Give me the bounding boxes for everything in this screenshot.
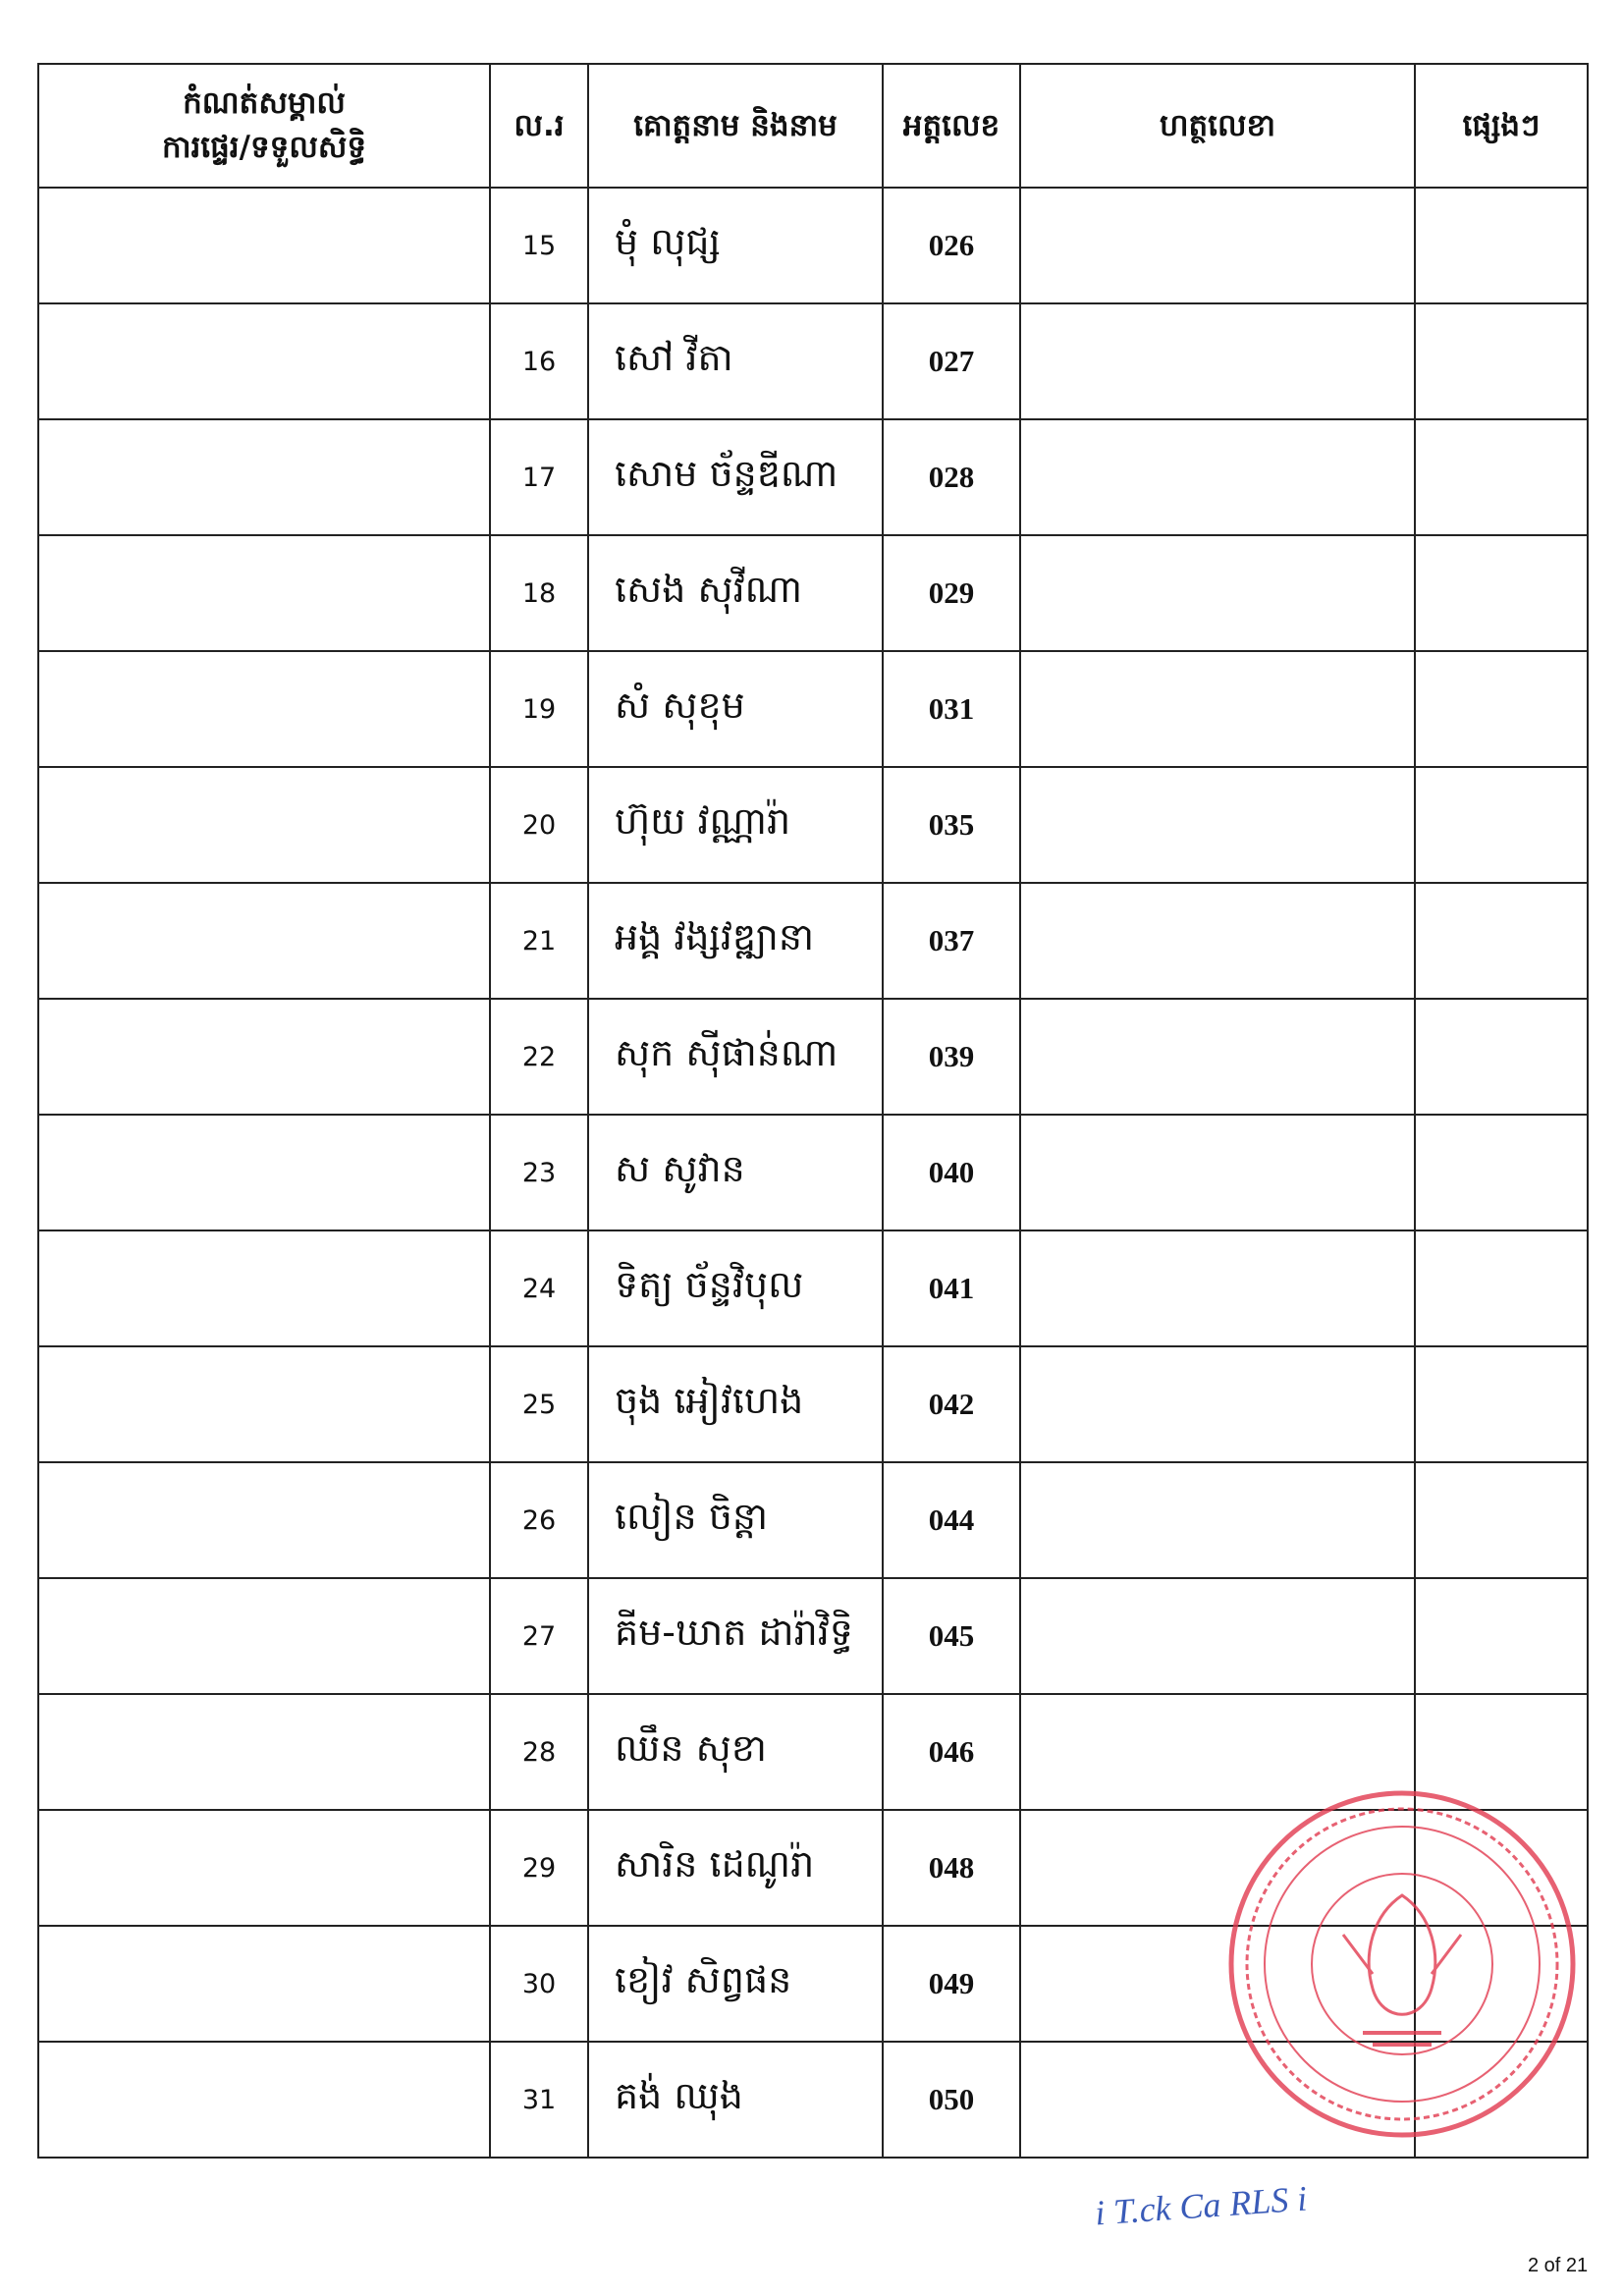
other-header: ផ្សេងៗ xyxy=(1415,64,1588,188)
member-id: 040 xyxy=(883,1115,1020,1230)
remark-cell xyxy=(38,767,490,883)
row-number: 15 xyxy=(490,188,588,303)
signature-cell xyxy=(1020,535,1415,651)
remark-cell xyxy=(38,188,490,303)
member-id: 037 xyxy=(883,883,1020,999)
signature-cell xyxy=(1020,1810,1415,1926)
other-cell xyxy=(1415,535,1588,651)
remark-cell xyxy=(38,1346,490,1462)
signature-cell xyxy=(1020,1346,1415,1462)
member-id: 045 xyxy=(883,1578,1020,1694)
remark-cell xyxy=(38,1230,490,1346)
signature-cell xyxy=(1020,303,1415,419)
signature-cell xyxy=(1020,188,1415,303)
table-row xyxy=(38,1926,1588,2042)
member-name: សារិន ដេណូរ៉ា xyxy=(588,1810,883,1926)
row-number: 20 xyxy=(490,767,588,883)
remark-cell xyxy=(38,303,490,419)
table-row xyxy=(38,419,1588,535)
member-name: ឈឹន សុខា xyxy=(588,1694,883,1810)
member-id: 041 xyxy=(883,1230,1020,1346)
member-id: 042 xyxy=(883,1346,1020,1462)
table-row xyxy=(38,1462,1588,1578)
row-number: 26 xyxy=(490,1462,588,1578)
other-cell xyxy=(1415,1230,1588,1346)
other-cell xyxy=(1415,1578,1588,1694)
handwritten-signature: i T.ck Ca RLS i xyxy=(1093,2178,1309,2233)
member-name: សេង សុវីណា xyxy=(588,535,883,651)
signature-cell xyxy=(1020,1694,1415,1810)
signature-cell xyxy=(1020,2042,1415,2158)
table-row xyxy=(38,535,1588,651)
table-row xyxy=(38,1346,1588,1462)
row-number: 18 xyxy=(490,535,588,651)
other-cell xyxy=(1415,1810,1588,1926)
remark-cell xyxy=(38,1462,490,1578)
remark-cell xyxy=(38,1578,490,1694)
member-name: ស សូវាន xyxy=(588,1115,883,1230)
row-number: 17 xyxy=(490,419,588,535)
member-name: គង់ ឈុង xyxy=(588,2042,883,2158)
signature-cell xyxy=(1020,767,1415,883)
member-id: 050 xyxy=(883,2042,1020,2158)
row-number: 23 xyxy=(490,1115,588,1230)
table-row xyxy=(38,883,1588,999)
signature-cell xyxy=(1020,999,1415,1115)
row-number: 29 xyxy=(490,1810,588,1926)
table-row xyxy=(38,1115,1588,1230)
remark-cell xyxy=(38,2042,490,2158)
signature-cell xyxy=(1020,419,1415,535)
other-cell xyxy=(1415,303,1588,419)
number-header: ល.រ xyxy=(490,64,588,188)
table-row xyxy=(38,188,1588,303)
remark-cell xyxy=(38,1694,490,1810)
member-name: ហ៊ុយ វណ្ណារ៉ា xyxy=(588,767,883,883)
member-name: សុក ស៊ីផាន់ណា xyxy=(588,999,883,1115)
member-name: ខៀវ សិព្វផន xyxy=(588,1926,883,2042)
remark-cell xyxy=(38,419,490,535)
remark-cell xyxy=(38,651,490,767)
name-header: គោត្តនាម និងនាម xyxy=(588,64,883,188)
other-cell xyxy=(1415,651,1588,767)
member-id: 029 xyxy=(883,535,1020,651)
table-row xyxy=(38,651,1588,767)
member-id: 044 xyxy=(883,1462,1020,1578)
other-cell xyxy=(1415,1346,1588,1462)
signature-cell xyxy=(1020,1926,1415,2042)
member-name: សំ សុខុម xyxy=(588,651,883,767)
other-cell xyxy=(1415,2042,1588,2158)
member-id: 027 xyxy=(883,303,1020,419)
row-number: 25 xyxy=(490,1346,588,1462)
member-id: 035 xyxy=(883,767,1020,883)
member-name: ចុង អៀវហេង xyxy=(588,1346,883,1462)
other-cell xyxy=(1415,1926,1588,2042)
other-cell xyxy=(1415,1462,1588,1578)
member-name: មុំ លុជ្ស xyxy=(588,188,883,303)
row-number: 31 xyxy=(490,2042,588,2158)
row-number: 22 xyxy=(490,999,588,1115)
other-cell xyxy=(1415,419,1588,535)
header-row xyxy=(38,64,1588,188)
table-row xyxy=(38,1578,1588,1694)
signature-cell xyxy=(1020,1115,1415,1230)
table-row xyxy=(38,2042,1588,2158)
row-number: 19 xyxy=(490,651,588,767)
member-id: 048 xyxy=(883,1810,1020,1926)
member-name: សោម ច័ន្ទឌីណា xyxy=(588,419,883,535)
row-number: 27 xyxy=(490,1578,588,1694)
table-row xyxy=(38,1230,1588,1346)
member-name: គីម-ឃាត ដារ៉ាវិទ្ធិ xyxy=(588,1578,883,1694)
row-number: 21 xyxy=(490,883,588,999)
remark-cell xyxy=(38,535,490,651)
id-header: អត្តលេខ xyxy=(883,64,1020,188)
other-cell xyxy=(1415,767,1588,883)
row-number: 24 xyxy=(490,1230,588,1346)
signature-cell xyxy=(1020,651,1415,767)
member-id: 046 xyxy=(883,1694,1020,1810)
table-row xyxy=(38,1694,1588,1810)
remark-cell xyxy=(38,883,490,999)
remark-cell xyxy=(38,999,490,1115)
table-row xyxy=(38,1810,1588,1926)
remark-cell xyxy=(38,1926,490,2042)
signature-cell xyxy=(1020,1230,1415,1346)
member-id: 026 xyxy=(883,188,1020,303)
member-id: 049 xyxy=(883,1926,1020,2042)
table-row xyxy=(38,767,1588,883)
signature-cell xyxy=(1020,1462,1415,1578)
remark-cell xyxy=(38,1810,490,1926)
member-id: 031 xyxy=(883,651,1020,767)
member-id: 039 xyxy=(883,999,1020,1115)
remark-header xyxy=(38,64,490,188)
remark-cell xyxy=(38,1115,490,1230)
remark-header-line1: កំណត់សម្គាល់ xyxy=(183,85,346,122)
signature-header: ហត្ថលេខា xyxy=(1020,64,1415,188)
other-cell xyxy=(1415,1115,1588,1230)
other-cell xyxy=(1415,999,1588,1115)
row-number: 28 xyxy=(490,1694,588,1810)
row-number: 16 xyxy=(490,303,588,419)
table-row xyxy=(38,999,1588,1115)
attendance-table xyxy=(37,63,1589,2159)
other-cell xyxy=(1415,188,1588,303)
signature-cell xyxy=(1020,883,1415,999)
row-number: 30 xyxy=(490,1926,588,2042)
page-number: 2 of 21 xyxy=(1528,2255,1589,2276)
member-name: ទិត្យ ច័ន្ទវិបុល xyxy=(588,1230,883,1346)
member-name: សៅ វីតា xyxy=(588,303,883,419)
other-cell xyxy=(1415,1694,1588,1810)
member-id: 028 xyxy=(883,419,1020,535)
remark-header-line2: ការផ្ទេរ/ទទួលសិទ្ធិ xyxy=(161,130,367,165)
signature-cell xyxy=(1020,1578,1415,1694)
other-cell xyxy=(1415,883,1588,999)
member-name: អង្គ វង្សវឌ្ឍានា xyxy=(588,883,883,999)
member-name: លៀន ចិន្តា xyxy=(588,1462,883,1578)
table-row xyxy=(38,303,1588,419)
